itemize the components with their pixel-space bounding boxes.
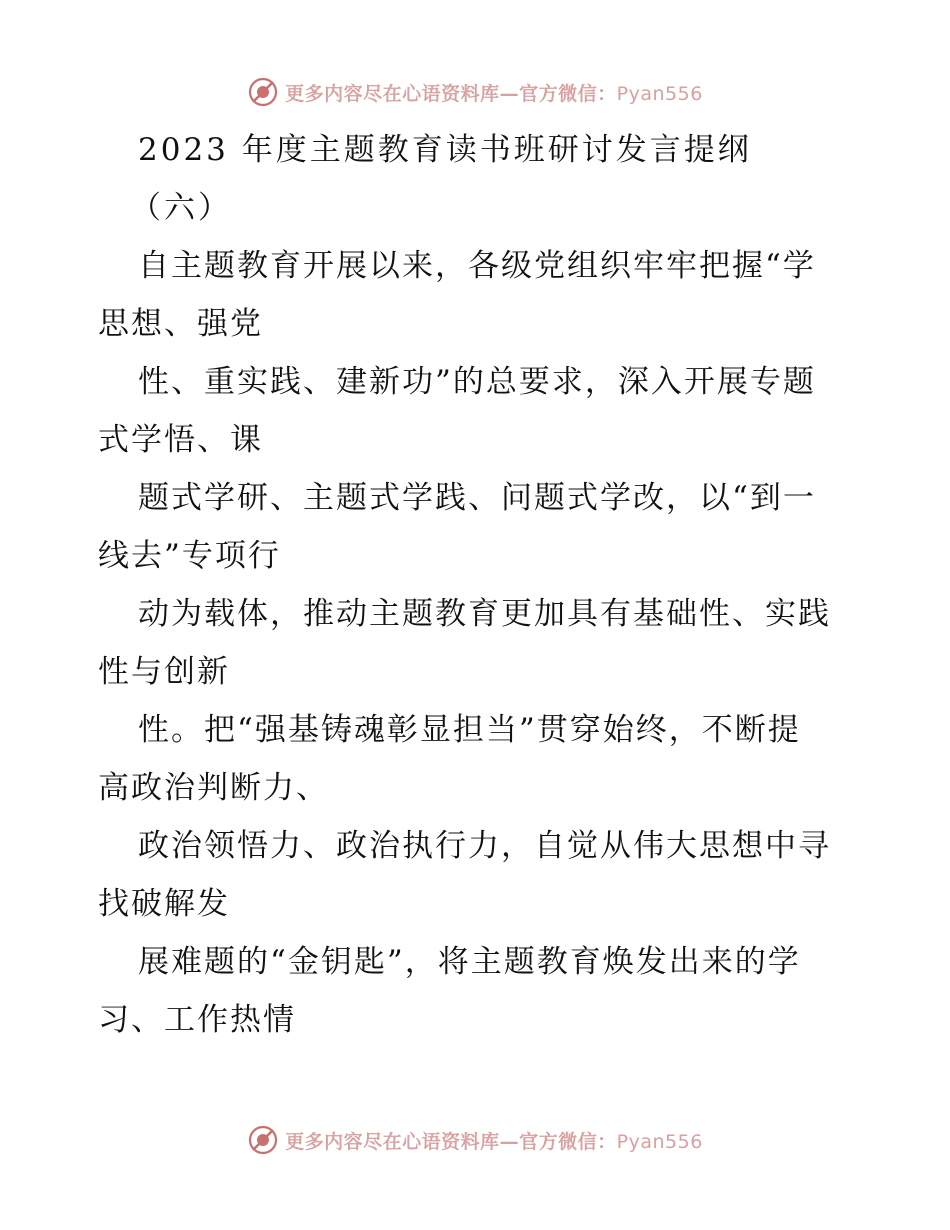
- body-line: 性与创新: [98, 654, 230, 690]
- watermark-text: 更多内容尽在心语资料库—官方微信：Pyan556: [285, 82, 703, 105]
- body-line: 展难题的“金钥匙”，将主题教育焕发出来的学: [138, 944, 801, 980]
- body-line: 习、工作热情: [98, 1002, 296, 1038]
- body-line: 性。把“强基铸魂彰显担当”贯穿始终，不断提: [138, 712, 801, 748]
- body-line: 思想、强党: [98, 306, 263, 342]
- watermark-banner-bottom: [0, 1120, 950, 1160]
- watermark-handle: Pyan556: [616, 82, 703, 105]
- body-line: 高政治判断力、: [98, 770, 329, 806]
- body-line: 性、重实践、建新功”的总要求，深入开展专题: [138, 364, 816, 400]
- seal-logo-icon: [247, 1124, 279, 1156]
- seal-logo-icon: [247, 76, 279, 108]
- body-line: 自主题教育开展以来，各级党组织牢牢把握“学: [138, 248, 816, 284]
- body-line: 动为载体，推动主题教育更加具有基础性、实践: [138, 596, 831, 632]
- document-title: 2023 年度主题教育读书班研讨发言提纲: [138, 132, 752, 168]
- watermark-handle: Pyan556: [616, 1130, 703, 1153]
- watermark-text: 更多内容尽在心语资料库—官方微信：Pyan556: [285, 1130, 703, 1153]
- body-line: 线去”专项行: [98, 538, 281, 574]
- body-line: 式学悟、课: [98, 422, 263, 458]
- document-subtitle: （六）: [130, 190, 232, 226]
- body-line: 题式学研、主题式学践、问题式学改，以“到一: [138, 480, 816, 516]
- body-line: 政治领悟力、政治执行力，自觉从伟大思想中寻: [138, 828, 831, 864]
- watermark-banner-top: [0, 72, 950, 112]
- body-line: 找破解发: [98, 886, 230, 922]
